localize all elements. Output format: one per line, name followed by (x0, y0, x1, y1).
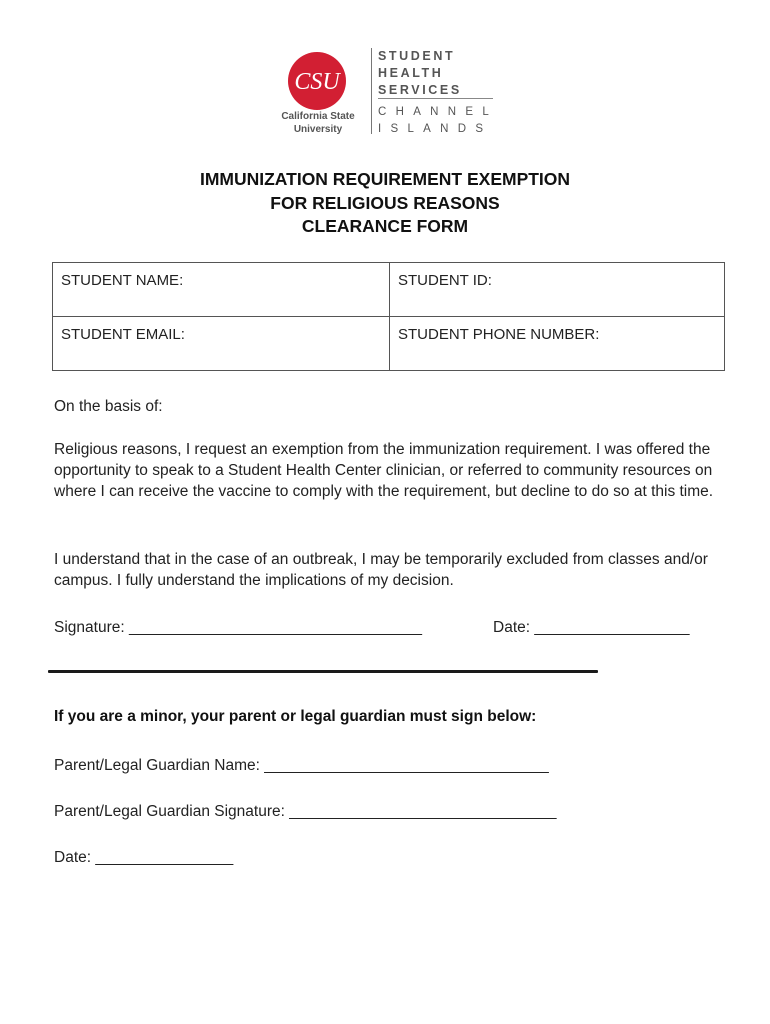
dept-line1: STUDENT (378, 49, 456, 63)
university-line1: California State (281, 111, 355, 122)
dept-line2: HEALTH (378, 66, 444, 80)
student-email-field[interactable]: STUDENT EMAIL: (53, 317, 390, 371)
basis-text: On the basis of: (54, 398, 163, 415)
understanding-paragraph: I understand that in the case of an outbreak, I may be temporarily excluded from classes and/or campus. I fully understand the implications of my decision. (54, 551, 708, 589)
university-line2: University (293, 124, 343, 135)
title-line1: IMMUNIZATION REQUIREMENT EXEMPTION (199, 169, 571, 189)
logo-rule (378, 98, 493, 99)
exemption-paragraph: Religious reasons, I request an exemption from the immunization requirement. I was offered the opportunity to speak to a Student Health Center clinician, or referred to community resources on where I can receive the vaccine to comply with the requirement, but decline to do so at this time. (54, 441, 714, 500)
table-row (53, 263, 725, 317)
minor-section-heading: If you are a minor, your parent or legal guardian must sign below: (54, 708, 537, 725)
signature-field[interactable]: Signature: __________________________________ (54, 619, 423, 636)
csu-monogram-icon (288, 52, 346, 110)
campus-line2: ISLANDS (378, 123, 493, 135)
student-id-field[interactable]: STUDENT ID: (390, 263, 725, 317)
student-name-field[interactable]: STUDENT NAME: (53, 263, 390, 317)
svg-text:CSU: CSU (294, 69, 340, 95)
student-info-table (52, 262, 725, 371)
department-name (378, 48, 462, 99)
guardian-signature-field[interactable]: Parent/Legal Guardian Signature: _______________________________ (54, 803, 557, 820)
title-line2: FOR RELIGIOUS REASONS (270, 192, 500, 213)
form-title (0, 168, 770, 239)
university-name (262, 110, 374, 136)
guardian-date-field[interactable]: Date: ________________ (54, 849, 234, 866)
table-row (53, 317, 725, 371)
student-phone-field[interactable]: STUDENT PHONE NUMBER: (390, 317, 725, 371)
section-divider (48, 670, 598, 673)
guardian-name-field[interactable]: Parent/Legal Guardian Name: _________________________________ (54, 757, 549, 774)
campus-name (378, 104, 498, 138)
campus-line1: CHANNEL (378, 106, 499, 118)
date-field[interactable]: Date: __________________ (493, 619, 690, 636)
csu-seal-logo (288, 52, 346, 110)
title-line3: CLEARANCE FORM (301, 216, 469, 236)
logo-divider (371, 48, 372, 134)
dept-line3: SERVICES (378, 83, 462, 97)
